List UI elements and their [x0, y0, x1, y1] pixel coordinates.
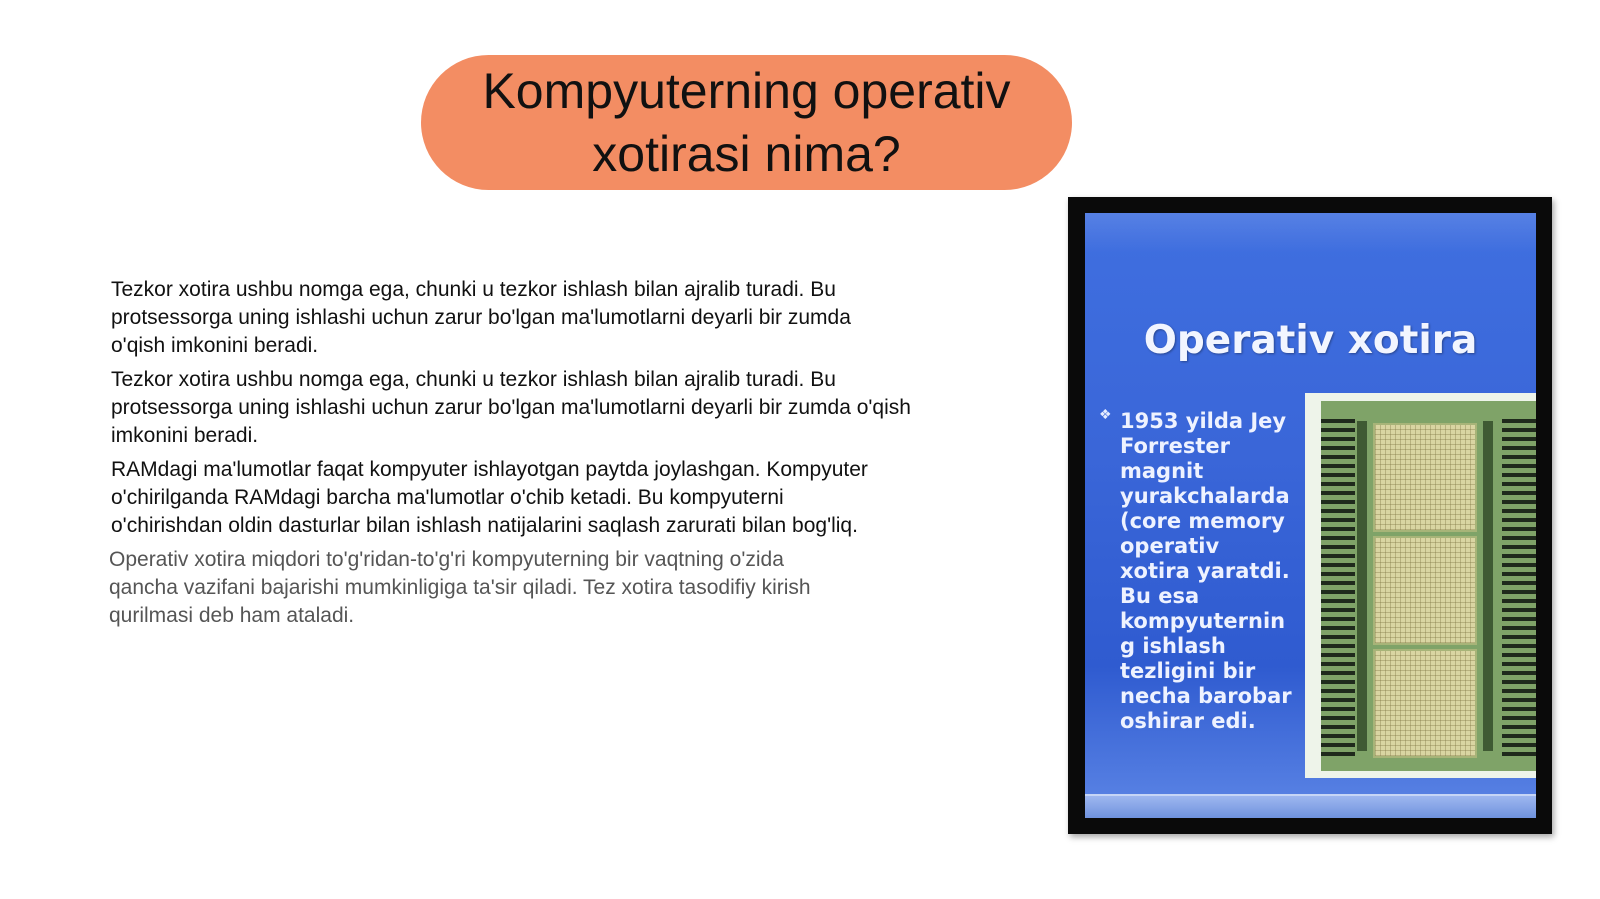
- paragraph-4: Operativ xotira miqdori to'g'ridan-to'g'ri kompyuterning bir vaqtning o'zida qancha vazifani bajarishi mumkinligiga ta'sir qiladi. Tez xotira tasodifiy kirish qurilmasi deb ham ataladi.: [109, 548, 811, 627]
- paragraph-2: Tezkor xotira ushbu nomga ega, chunki u tezkor ishlash bilan ajralib turadi. Bu protsessorga uning ishlashi uchun zarur bo'lgan ma'lumotlarni deyarli bir zumda o'qish imkonini beradi.: [111, 368, 911, 447]
- slide-bottom-bar: [1085, 794, 1536, 818]
- paragraph-3: RAMdagi ma'lumotlar faqat kompyuter ishlayotgan paytda joylashgan. Kompyuter o'chirilganda RAMdagi barcha ma'lumotlar o'chib ketadi. Bu kompyuterni o'chirishdan oldin dasturlar bilan ishlash natijalarini saqlash zarurati bilan bog'liq.: [111, 458, 868, 537]
- core-memory-pins-right: [1502, 416, 1536, 756]
- slide-title-line-1: Kompyuterning operativ: [482, 62, 1011, 119]
- body-text: [111, 276, 931, 636]
- core-memory-plane-3: [1373, 649, 1477, 758]
- core-memory-rail-right: [1483, 421, 1493, 751]
- core-memory-plane-2: [1373, 536, 1477, 645]
- slide-title-line-2: xotirasi nima?: [592, 125, 901, 182]
- core-memory-pins-left: [1321, 416, 1355, 756]
- embedded-slide: [1085, 213, 1536, 818]
- core-memory-plane-1: [1373, 423, 1477, 532]
- bullet-diamond-icon: ❖: [1099, 406, 1112, 422]
- embedded-slide-picture: [1068, 197, 1552, 834]
- embedded-slide-title: Operativ xotira: [1143, 318, 1478, 363]
- core-memory-board: [1321, 401, 1536, 771]
- slide-top-band: [1085, 213, 1536, 253]
- paragraph-1: Tezkor xotira ushbu nomga ega, chunki u tezkor ishlash bilan ajralib turadi. Bu protsessorga uning ishlashi uchun zarur bo'lgan ma'lumotlarni deyarli bir zumda o'qish imkonini beradi.: [111, 278, 851, 357]
- magnetic-core-memory-photo: [1305, 393, 1536, 778]
- embedded-slide-bullet-text: 1953 yilda Jey Forrester magnit yurakchalarda (core memory operativ xotira yaratdi. Bu esa kompyuternin g ishlash tezligini bir necha barobar oshirar edi.: [1120, 409, 1292, 733]
- title-banner: [421, 55, 1072, 190]
- core-memory-rail-left: [1357, 421, 1367, 751]
